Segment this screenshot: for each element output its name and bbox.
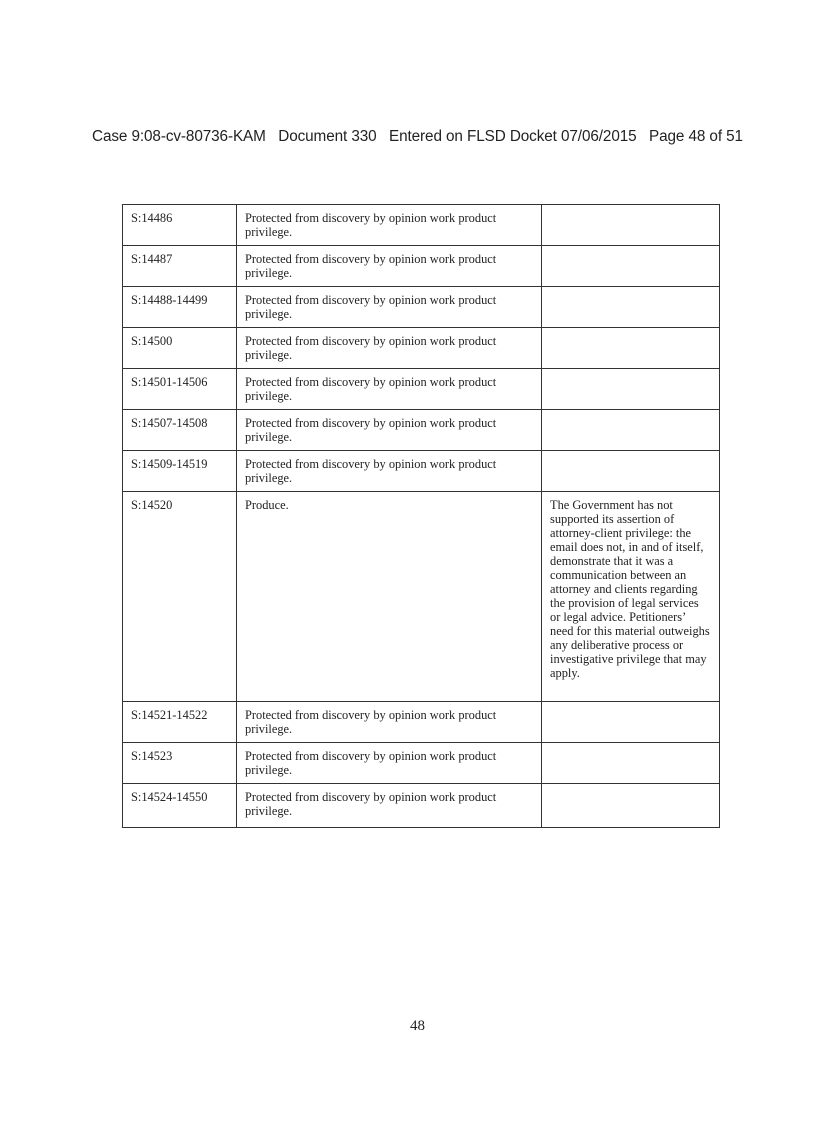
document-id-cell: S:14507-14508 (123, 410, 237, 451)
document-id-cell: S:14521-14522 (123, 702, 237, 743)
ruling-cell: Protected from discovery by opinion work product privilege. (237, 743, 542, 784)
ruling-cell: Protected from discovery by opinion work product privilege. (237, 451, 542, 492)
table-row (123, 492, 720, 702)
ruling-cell: Protected from discovery by opinion work product privilege. (237, 287, 542, 328)
note-cell (542, 410, 720, 451)
table-row (123, 702, 720, 743)
document-id-cell: S:14488-14499 (123, 287, 237, 328)
table-row (123, 246, 720, 287)
document-id-cell: S:14500 (123, 328, 237, 369)
privilege-table (122, 204, 720, 828)
document-id-cell: S:14487 (123, 246, 237, 287)
ruling-cell: Protected from discovery by opinion work product privilege. (237, 784, 542, 828)
document-id-cell: S:14486 (123, 205, 237, 246)
document-id-cell: S:14509-14519 (123, 451, 237, 492)
table-row (123, 451, 720, 492)
case-header: Case 9:08-cv-80736-KAM Document 330 Entered on FLSD Docket 07/06/2015 Page 48 of 51 (92, 128, 743, 145)
note-cell (542, 451, 720, 492)
ruling-cell: Protected from discovery by opinion work product privilege. (237, 702, 542, 743)
table-row (123, 328, 720, 369)
note-cell (542, 369, 720, 410)
document-id-cell: S:14523 (123, 743, 237, 784)
note-cell (542, 246, 720, 287)
page-number: 48 (410, 1018, 425, 1034)
document-id-cell: S:14501-14506 (123, 369, 237, 410)
ruling-cell: Protected from discovery by opinion work product privilege. (237, 246, 542, 287)
ruling-cell: Produce. (237, 492, 542, 702)
note-cell (542, 328, 720, 369)
note-cell (542, 205, 720, 246)
note-cell: The Government has not supported its assertion of attorney-client privilege: the email does not, in and of itself, demonstrate that it was a communication between an attorney and clients regarding the provision of legal services or legal advice. Petitioners’ need for this material outweighs any deliberative process or investigative privilege that may apply. (542, 492, 720, 702)
note-cell (542, 287, 720, 328)
document-id-cell: S:14524-14550 (123, 784, 237, 828)
table-row (123, 287, 720, 328)
ruling-cell: Protected from discovery by opinion work product privilege. (237, 328, 542, 369)
table-row (123, 743, 720, 784)
table-row (123, 205, 720, 246)
ruling-cell: Protected from discovery by opinion work product privilege. (237, 205, 542, 246)
ruling-cell: Protected from discovery by opinion work product privilege. (237, 410, 542, 451)
ruling-cell: Protected from discovery by opinion work product privilege. (237, 369, 542, 410)
table-row (123, 410, 720, 451)
note-cell (542, 784, 720, 828)
note-cell (542, 702, 720, 743)
document-id-cell: S:14520 (123, 492, 237, 702)
table-row (123, 369, 720, 410)
table-row (123, 784, 720, 828)
note-cell (542, 743, 720, 784)
